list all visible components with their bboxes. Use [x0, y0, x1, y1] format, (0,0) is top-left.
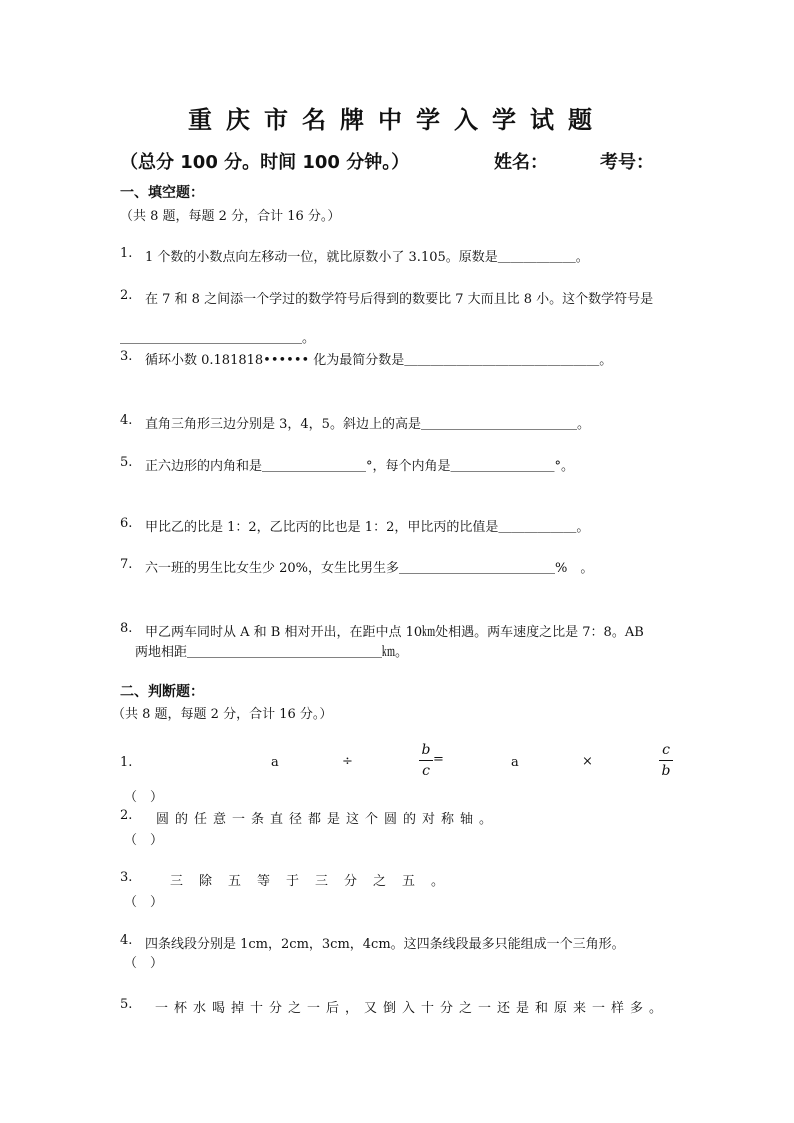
- question-number: 3.: [120, 870, 133, 885]
- question-number: 1.: [120, 246, 133, 261]
- question-text: 一杯水喝掉十分之一后，又倒入十分之一还是和原来一样多。: [155, 1001, 669, 1016]
- question-number: 7.: [120, 557, 133, 572]
- question-text: 正六边形的内角和是＿＿＿＿＿＿＿＿°，每个内角是＿＿＿＿＿＿＿＿°。: [145, 459, 575, 474]
- score-time-info: （总分 100 分。时间 100 分钟。）: [120, 152, 410, 173]
- fraction-b-over-c: [419, 742, 433, 779]
- fraction-numerator: b: [421, 742, 431, 758]
- question-text: 甲乙两车同时从 A 和 B 相对开出，在距中点 10㎞处相遇。两车速度之比是 7：8。AB: [145, 625, 644, 640]
- section-note-true-false: （共 8 题，每题 2 分，合计 16 分。）: [112, 707, 333, 722]
- fraction-c-over-b: [659, 742, 673, 779]
- fraction-denominator: c: [422, 763, 430, 779]
- equals-sign: =: [433, 752, 444, 767]
- divide-sign: ÷: [342, 754, 353, 769]
- question-number: 2.: [120, 288, 133, 303]
- section-note-fill-blank: （共 8 题，每题 2 分，合计 16 分。）: [120, 209, 341, 224]
- times-sign: ×: [582, 754, 593, 769]
- fraction-bar: [419, 760, 433, 761]
- page-title: 重庆市名牌中学入学试题: [188, 106, 606, 134]
- question-number: 4.: [120, 933, 133, 948]
- question-text-continued: 两地相距＿＿＿＿＿＿＿＿＿＿＿＿＿＿＿㎞。: [135, 645, 409, 660]
- section-heading-fill-blank: 一、填空题：: [120, 185, 204, 201]
- question-text: 在 7 和 8 之间添一个学过的数学符号后得到的数要比 7 大而且比 8 小。这个数学符号是: [145, 292, 654, 307]
- fraction-bar: [659, 760, 673, 761]
- question-number: 1.: [120, 755, 133, 770]
- question-number: 4.: [120, 413, 133, 428]
- question-number: 6.: [120, 516, 133, 531]
- answer-parentheses: （ ）: [124, 790, 164, 805]
- exam-number-label: 考号：: [600, 152, 654, 173]
- question-text: 四条线段分别是 1cm，2cm，3cm，4cm。这四条线段最多只能组成一个三角形。: [145, 937, 625, 952]
- question-number: 5.: [120, 997, 133, 1012]
- answer-parentheses: （ ）: [124, 895, 164, 910]
- question-text: 圆的任意一条直径都是这个圆的对称轴。: [156, 812, 499, 827]
- fraction-numerator: c: [662, 742, 670, 758]
- question-text-continued: ＿＿＿＿＿＿＿＿＿＿＿＿＿＿。: [120, 331, 316, 346]
- fraction-denominator: b: [661, 763, 671, 779]
- answer-parentheses: （ ）: [124, 956, 164, 971]
- question-text: 甲比乙的比是 1：2，乙比丙的比也是 1：2，甲比丙的比值是＿＿＿＿＿＿。: [145, 520, 590, 535]
- name-label: 姓名：: [494, 152, 548, 173]
- question-number: 5.: [120, 455, 133, 470]
- question-number: 2.: [120, 808, 133, 823]
- question-number: 8.: [120, 621, 133, 636]
- question-text: 六一班的男生比女生少 20%，女生比男生多＿＿＿＿＿＿＿＿＿＿＿＿% 。: [145, 561, 594, 576]
- expr-a: a: [271, 755, 279, 770]
- expr-a: a: [511, 755, 519, 770]
- question-text: 循环小数 0.181818•••••• 化为最简分数是＿＿＿＿＿＿＿＿＿＿＿＿＿＿＿。: [145, 353, 613, 368]
- answer-parentheses: （ ）: [124, 833, 164, 848]
- question-text: 直角三角形三边分别是 3，4，5。斜边上的高是＿＿＿＿＿＿＿＿＿＿＿＿。: [145, 417, 590, 432]
- section-heading-true-false: 二、判断题：: [120, 684, 204, 700]
- question-text: 三除五等于三分之五。: [170, 874, 461, 889]
- question-number: 3.: [120, 349, 133, 364]
- question-text: 1 个数的小数点向左移动一位，就比原数小了 3.105。原数是＿＿＿＿＿＿。: [145, 250, 589, 265]
